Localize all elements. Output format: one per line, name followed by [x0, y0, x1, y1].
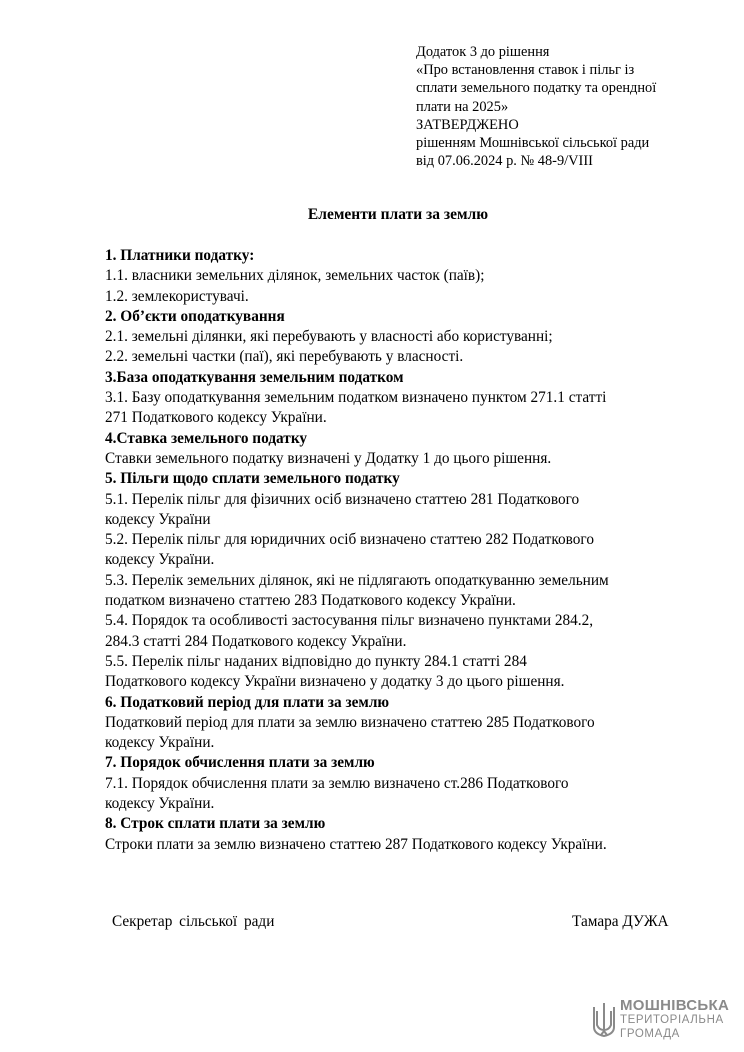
signature-position: Секретар сільської ради [112, 913, 275, 930]
body-line: 1.1. власники земельних ділянок, земельних часток (паїв); [105, 267, 485, 285]
section-heading: 4.Ставка земельного податку [105, 429, 308, 447]
body-line: 5.3. Перелік земельних ділянок, які не підлягають оподаткуванню земельним [105, 571, 609, 589]
section-heading: 5. Пільги щодо сплати земельного податку [105, 470, 400, 488]
section-heading: 2. Об’єкти оподаткування [105, 307, 285, 325]
signature-name: Тамара ДУЖА [572, 913, 669, 930]
logo-line-1: МОШНІВСЬКА [620, 997, 730, 1014]
logo-line-3: ГРОМАДА [620, 1028, 680, 1040]
body-line: 2.2. земельні частки (паї), які перебувають у власності. [105, 348, 464, 366]
body-line: 5.5. Перелік пільг наданих відповідно до пункту 284.1 статті 284 [105, 652, 527, 670]
body-line: 3.1. Базу оподаткування земельним податком визначено пунктом 271.1 статті [105, 389, 607, 407]
body-line: податком визначено статтею 283 Податкового кодексу України. [105, 592, 516, 610]
approval-line: від 07.06.2024 р. № 48-9/VIII [416, 153, 593, 170]
body-line: 1.2. землекористувачі. [105, 287, 249, 305]
section-heading: 8. Строк сплати плати за землю [105, 815, 326, 833]
body-line: 284.3 статті 284 Податкового кодексу України. [105, 632, 407, 650]
document-title: Елементи плати за землю [307, 206, 489, 223]
body-line: Податкового кодексу України визначено у додатку 3 до цього рішення. [105, 673, 565, 691]
body-line: кодексу України. [105, 734, 215, 752]
body-line: 7.1. Порядок обчислення плати за землю визначено ст.286 Податкового [105, 774, 569, 792]
approval-line: плати на 2025» [416, 98, 509, 115]
section-heading: 3.База оподаткування земельним податком [105, 368, 404, 386]
approval-line: сплати земельного податку та орендної [416, 80, 657, 97]
body-line: 5.1. Перелік пільг для фізичних осіб визначено статтею 281 Податкового [105, 490, 580, 508]
approval-line: ЗАТВЕРДЖЕНО [416, 116, 519, 133]
body-line: кодексу України [105, 510, 211, 528]
section-heading: 1. Платники податку: [105, 247, 255, 264]
logo-text [620, 999, 729, 1041]
approval-line: Додаток 3 до рішення [416, 44, 550, 60]
community-logo [592, 998, 732, 1044]
trident-icon [592, 1001, 616, 1039]
section-heading: 6. Податковий період для плати за землю [105, 693, 390, 711]
logo-line-2: ТЕРИТОРІАЛЬНА [620, 1014, 724, 1026]
body-line: Строки плати за землю визначено статтею 287 Податкового кодексу України. [105, 835, 607, 853]
body-line: 2.1. земельні ділянки, які перебувають у власності або користуванні; [105, 328, 553, 346]
body-line: 5.4. Порядок та особливості застосування пільг визначено пунктами 284.2, [105, 612, 594, 630]
approval-block [416, 43, 716, 170]
section-heading: 7. Порядок обчислення плати за землю [105, 754, 375, 772]
body-line: 5.2. Перелік пільг для юридичних осіб визначено статтею 282 Податкового [105, 531, 594, 549]
document-body [105, 246, 705, 855]
approval-line: рішенням Мошнівської сільської ради [416, 135, 650, 152]
approval-line: «Про встановлення ставок і пільг із [416, 62, 635, 79]
body-line: Ставки земельного податку визначені у Додатку 1 до цього рішення. [105, 449, 552, 467]
body-line: кодексу України. [105, 795, 215, 813]
body-line: 271 Податкового кодексу України. [105, 409, 327, 427]
body-line: кодексу України. [105, 551, 215, 569]
body-line: Податковий період для плати за землю визначено статтею 285 Податкового [105, 713, 595, 731]
